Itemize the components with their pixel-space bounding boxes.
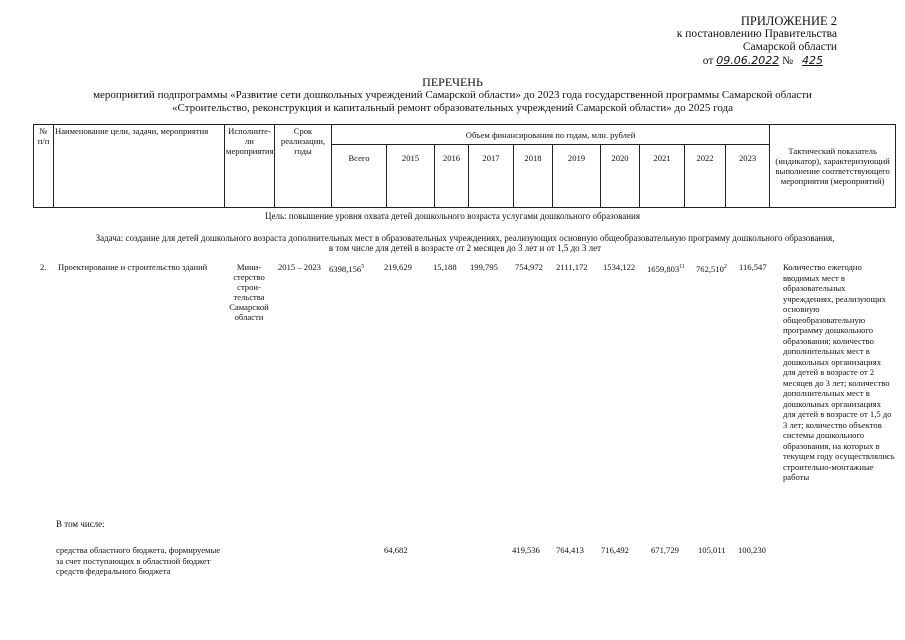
footnote-mark: 2 <box>723 264 727 270</box>
regional-2018: 419,536 <box>512 545 540 555</box>
row-term: 2015 – 2023 <box>278 262 321 272</box>
header-year: 2021 <box>640 145 685 208</box>
row-number: 2. <box>40 262 47 272</box>
row-2023: 116,547 <box>739 262 767 272</box>
regional-budget-name: средства областного бюджета, формируемые за счет поступающих в областной бюджет средств федерального бюджета <box>56 545 221 576</box>
regional-2019: 764,413 <box>556 545 584 555</box>
document-title: ПЕРЕЧЕНЬ <box>422 75 483 89</box>
task-line-1: Задача: создание для детей дошкольного возраста дополнительных мест в образовательных учреждениях, реализующих основную общеобразовательную программу дошкольного образования, <box>95 233 835 243</box>
footnote-mark: 11 <box>679 264 686 270</box>
row-2015: 219,629 <box>384 262 412 272</box>
from-label: от <box>702 55 714 67</box>
document-title-block <box>0 76 905 115</box>
task-line-2: в том числе для детей в возрасте от 2 месяцев до 3 лет и от 1,5 до 3 лет <box>328 243 602 253</box>
header-term: Срок реализации, годы <box>275 125 332 208</box>
header-year: 2018 <box>514 145 553 208</box>
footnote-mark: 5 <box>361 264 365 270</box>
header-executor: Исполните-ли мероприятия <box>225 125 275 208</box>
handwritten-date: 09.06.2022 <box>716 54 780 67</box>
header-year: 2015 <box>387 145 435 208</box>
row-2017: 199,795 <box>470 262 498 272</box>
row-2020: 1534,122 <box>603 262 636 272</box>
annex-line1: к постановлению Правительства <box>676 28 837 40</box>
regional-2021: 671,729 <box>651 545 679 555</box>
document-subtitle-1: мероприятий подпрограммы «Развитие сети дошкольных учреждений Самарской области» до 2023 года государственной программы Самарской области <box>93 89 812 101</box>
regional-2020: 716,492 <box>601 545 629 555</box>
task-block <box>55 233 875 253</box>
row-total-value: 6398,156 <box>329 263 362 274</box>
regional-2015: 64,682 <box>384 545 408 555</box>
row-indicator: Количество ежегодно вводимых мест в образовательных учреждениях, реализующих основную общеобразовательную программу дошкольного образования; количество дополнительных мест в дошкольных организациях для детей в возрасте от 2 месяцев до 3 лет; количество дополнительных мест в дошкольных организациях для детей в возрасте от 1,5 до 3 лет; количество объектов системы дошкольного образования, на которых в текущем году осуществлялись строительно-монтажные работы <box>783 262 895 482</box>
header-year: 2022 <box>685 145 726 208</box>
row-2021-value: 1659,803 <box>647 263 680 274</box>
header-num: № п/п <box>34 125 54 208</box>
row-name: Проектирование и строительство зданий <box>58 262 208 272</box>
header-year: 2020 <box>601 145 640 208</box>
annex-title: ПРИЛОЖЕНИЕ 2 <box>740 14 837 28</box>
annex-line2: Самарской области <box>742 41 837 53</box>
header-year: 2023 <box>726 145 770 208</box>
annex-block <box>677 15 837 68</box>
row-total <box>329 262 364 274</box>
goal-text: Цель: повышение уровня охвата детей дошкольного возраста услугами дошкольного образования <box>264 211 641 221</box>
row-2016: 15,188 <box>433 262 457 272</box>
including-label: В том числе: <box>56 519 105 529</box>
regional-2023: 100,230 <box>738 545 766 555</box>
annex-date-line <box>677 54 837 68</box>
table-header <box>33 124 896 208</box>
header-year: 2016 <box>435 145 469 208</box>
row-executor: Мини-стерство строи-тельства Самарской области <box>229 262 269 322</box>
number-label: № <box>782 55 794 67</box>
regional-2022: 105,011 <box>698 545 726 555</box>
handwritten-number: 425 <box>802 54 823 67</box>
header-name: Наименование цели, задачи, мероприятия <box>54 125 225 208</box>
row-2019: 2111,172 <box>556 262 588 272</box>
header-indicator: Тактический показатель (индикатор), характеризующий выполнение соответствующего мероприятия (мероприятий) <box>770 125 896 208</box>
header-year: 2019 <box>553 145 601 208</box>
header-funding: Объем финансирования по годам, млн. рублей <box>332 125 770 145</box>
header-total: Всего <box>332 145 387 208</box>
row-2021 <box>647 262 685 274</box>
row-2022-value: 762,510 <box>696 263 724 274</box>
header-year: 2017 <box>469 145 514 208</box>
row-2018: 754,972 <box>515 262 543 272</box>
document-subtitle-2: «Строительство, реконструкция и капитальный ремонт образовательных учреждений Самарской области» до 2025 года <box>172 102 733 114</box>
row-2022 <box>696 262 727 274</box>
